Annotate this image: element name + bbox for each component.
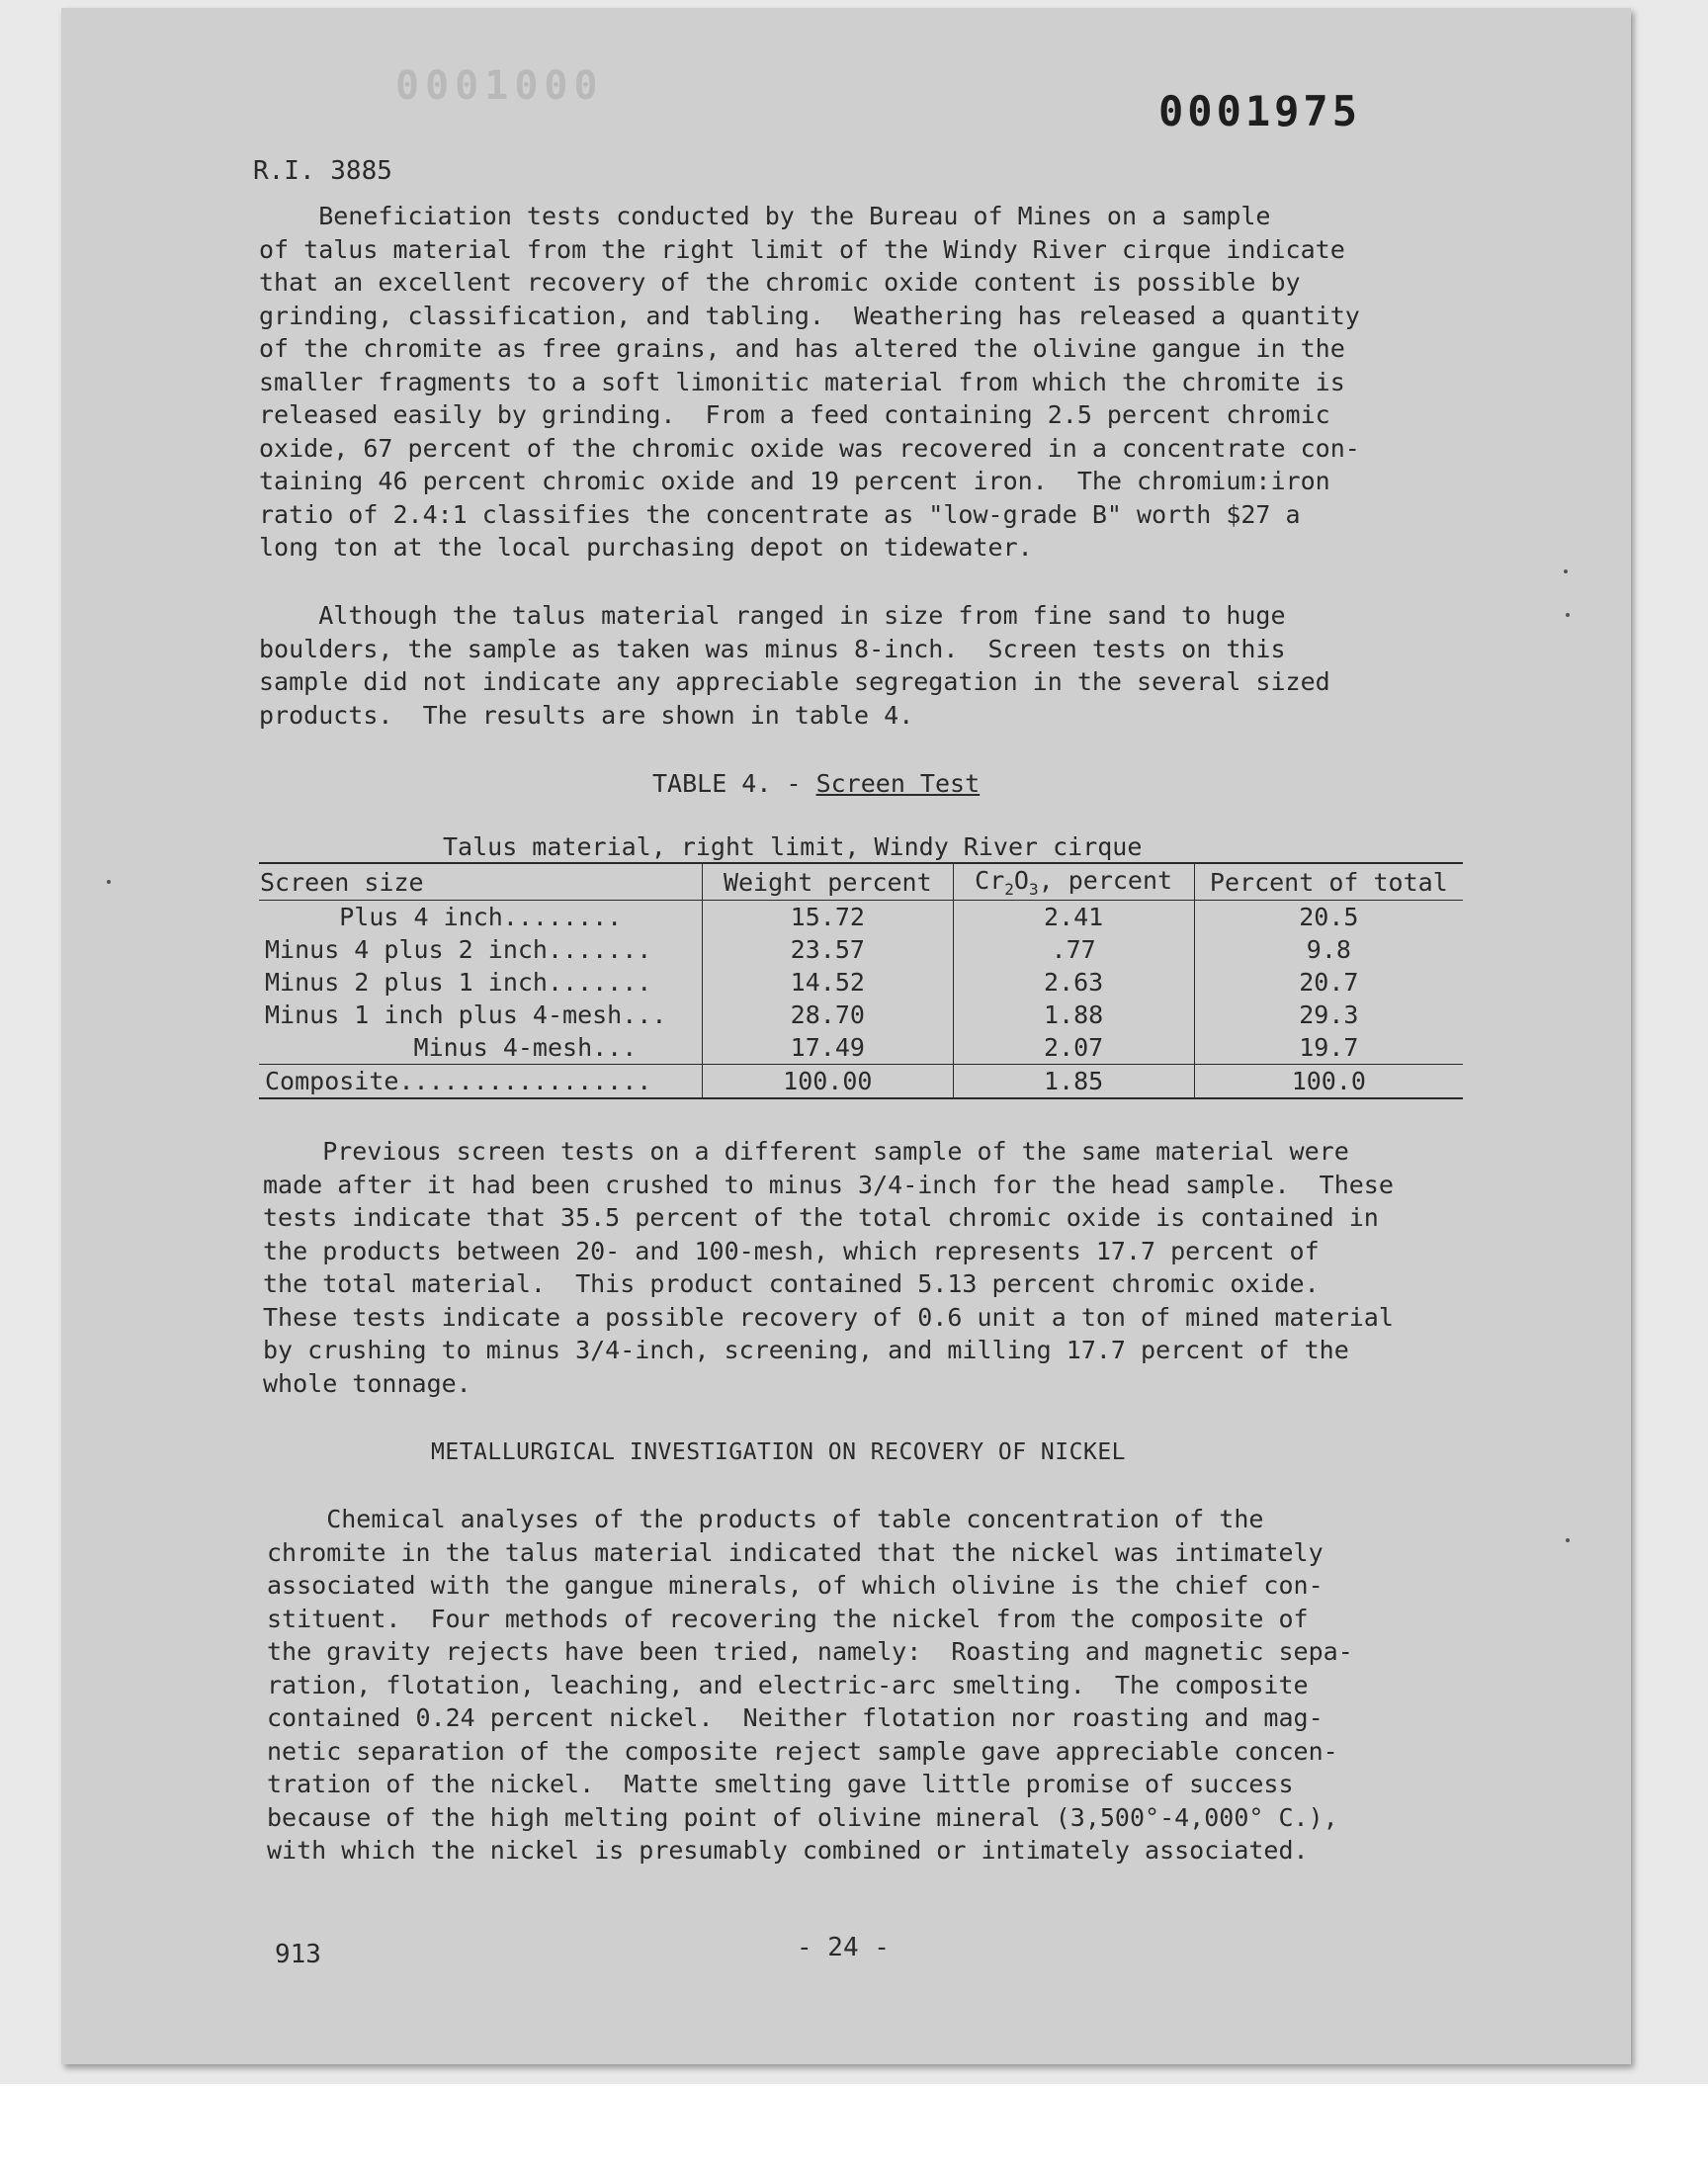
table-cell: Minus 2 plus 1 inch.......	[265, 968, 652, 997]
table-cell: 1.85	[953, 1065, 1194, 1099]
paragraph-talus-size	[259, 599, 1485, 732]
paragraph-chemical-analyses	[267, 1503, 1493, 1868]
text-line: the gravity rejects have been tried, namely: Roasting and magnetic sepa-	[267, 1637, 1353, 1666]
text-line: with which the nickel is presumably combined or intimately associated.	[267, 1836, 1309, 1865]
table-title	[652, 769, 980, 798]
section-heading: METALLURGICAL INVESTIGATION ON RECOVERY OF NICKEL	[431, 1439, 1127, 1465]
text-line: made after it had been crushed to minus 3/4-inch for the head sample. These	[263, 1170, 1394, 1199]
text-line: tests indicate that 35.5 percent of the total chromic oxide is contained in	[263, 1203, 1379, 1232]
table-cell: 23.57	[703, 933, 954, 966]
table-row	[259, 966, 1463, 999]
table-row	[259, 901, 1463, 934]
scan-speck	[107, 880, 111, 884]
text-line: Chemical analyses of the products of table concentration of the	[267, 1505, 1264, 1533]
table-row	[259, 1031, 1463, 1065]
stamp-number: 0001975	[1158, 87, 1362, 135]
table-grid	[259, 862, 1463, 1099]
text-line: ratio of 2.4:1 classifies the concentrate as "low-grade B" worth $27 a	[259, 499, 1301, 529]
text-line: associated with the gangue minerals, of which olivine is the chief con-	[267, 1571, 1324, 1600]
text-line: oxide, 67 percent of the chromic oxide was recovered in a concentrate con-	[259, 433, 1360, 463]
text-line: released easily by grinding. From a feed containing 2.5 percent chromic	[259, 400, 1330, 429]
table-cell: Minus 4-mesh...	[265, 1033, 638, 1062]
text-line: whole tonnage.	[263, 1368, 471, 1398]
text-line: taining 46 percent chromic oxide and 19 percent iron. The chromium:iron	[259, 467, 1330, 495]
column-header: Percent of total	[1194, 863, 1463, 901]
text-line: Previous screen tests on a different sample of the same material were	[263, 1137, 1349, 1166]
text-line: ration, flotation, leaching, and electric-arc smelting. The composite	[267, 1670, 1309, 1699]
table-cell: 20.7	[1194, 966, 1463, 999]
table-cell: 1.88	[953, 999, 1194, 1031]
table-cell: Minus 4 plus 2 inch.......	[265, 935, 652, 964]
table-cell: 28.70	[703, 999, 954, 1031]
faded-stamp-number: 0001000	[395, 63, 604, 109]
table-cell: 2.63	[953, 966, 1194, 999]
text-line: sample did not indicate any appreciable segregation in the several sized	[259, 667, 1330, 696]
table-name: Screen Test	[815, 769, 981, 798]
text-line: boulders, the sample as taken was minus 8-inch. Screen tests on this	[259, 634, 1286, 663]
table-cell: .77	[953, 933, 1194, 966]
text-line: Although the talus material ranged in size from fine sand to huge	[259, 601, 1286, 630]
table-cell: 17.49	[703, 1031, 954, 1065]
table-row	[259, 933, 1463, 966]
text-line: netic separation of the composite reject sample gave appreciable concen-	[267, 1736, 1338, 1766]
text-line: smaller fragments to a soft limonitic material from which the chromite is	[259, 367, 1345, 396]
table-cell: 14.52	[703, 966, 954, 999]
text-line: tration of the nickel. Matte smelting gave little promise of success	[267, 1770, 1294, 1798]
text-line: grinding, classification, and tabling. Weathering has released a quantity	[259, 301, 1360, 330]
column-header: $Cr_2O_3$, percent	[953, 863, 1194, 901]
scan-speck	[1566, 613, 1570, 617]
text-line: These tests indicate a possible recovery of 0.6 unit a ton of mined material	[263, 1302, 1394, 1332]
text-line: of the chromite as free grains, and has altered the olivine gangue in the	[259, 334, 1345, 363]
table-cell: 15.72	[703, 901, 954, 934]
table-cell: 2.41	[953, 901, 1194, 934]
report-number: R.I. 3885	[253, 156, 392, 186]
table-cell: Plus 4 inch........	[265, 903, 623, 931]
text-line: products. The results are shown in table 4.	[259, 700, 914, 730]
table-cell: 20.5	[1194, 901, 1463, 934]
table-cell: Composite.................	[259, 1065, 703, 1099]
text-line: contained 0.24 percent nickel. Neither flotation nor roasting and mag-	[267, 1703, 1324, 1732]
footer-code: 913	[275, 1940, 321, 1969]
table-cell: 2.07	[953, 1031, 1194, 1065]
table-cell: 100.00	[703, 1065, 954, 1099]
scan-speck	[1566, 1538, 1570, 1542]
text-line: because of the high melting point of olivine mineral (3,500°-4,000° C.),	[267, 1802, 1338, 1832]
table-cell: 100.0	[1194, 1065, 1463, 1099]
column-header: Screen size	[259, 863, 703, 901]
text-line: the total material. This product contained 5.13 percent chromic oxide.	[263, 1269, 1320, 1298]
text-line: Beneficiation tests conducted by the Bureau of Mines on a sample	[259, 202, 1271, 230]
table-cell: 9.8	[1194, 933, 1463, 966]
table-cell: Minus 1 inch plus 4-mesh...	[265, 1000, 667, 1029]
table-number: TABLE 4. -	[652, 769, 816, 798]
text-line: the products between 20- and 100-mesh, which represents 17.7 percent of	[263, 1236, 1320, 1265]
table-cell: 29.3	[1194, 999, 1463, 1031]
paragraph-previous-tests	[263, 1135, 1489, 1400]
text-line: by crushing to minus 3/4-inch, screening, and milling 17.7 percent of the	[263, 1336, 1349, 1364]
table-cell: 19.7	[1194, 1031, 1463, 1065]
text-line: chromite in the talus material indicated that the nickel was intimately	[267, 1537, 1324, 1567]
table-caption: Talus material, right limit, Windy River cirque	[443, 832, 1143, 861]
scan-speck	[1564, 569, 1568, 573]
text-line: stituent. Four methods of recovering the nickel from the composite of	[267, 1604, 1309, 1633]
text-line: of talus material from the right limit of the Windy River cirque indicate	[259, 234, 1345, 264]
table-header-row	[259, 863, 1463, 901]
paragraph-beneficiation	[259, 200, 1485, 565]
table-row	[259, 999, 1463, 1031]
text-line: that an excellent recovery of the chromic oxide content is possible by	[259, 268, 1301, 297]
text-line: long ton at the local purchasing depot on tidewater.	[259, 533, 1033, 562]
page-number: - 24 -	[797, 1933, 890, 1962]
column-header: Weight percent	[703, 863, 954, 901]
table-composite-row	[259, 1065, 1463, 1099]
screen-test-table	[259, 832, 1463, 1099]
